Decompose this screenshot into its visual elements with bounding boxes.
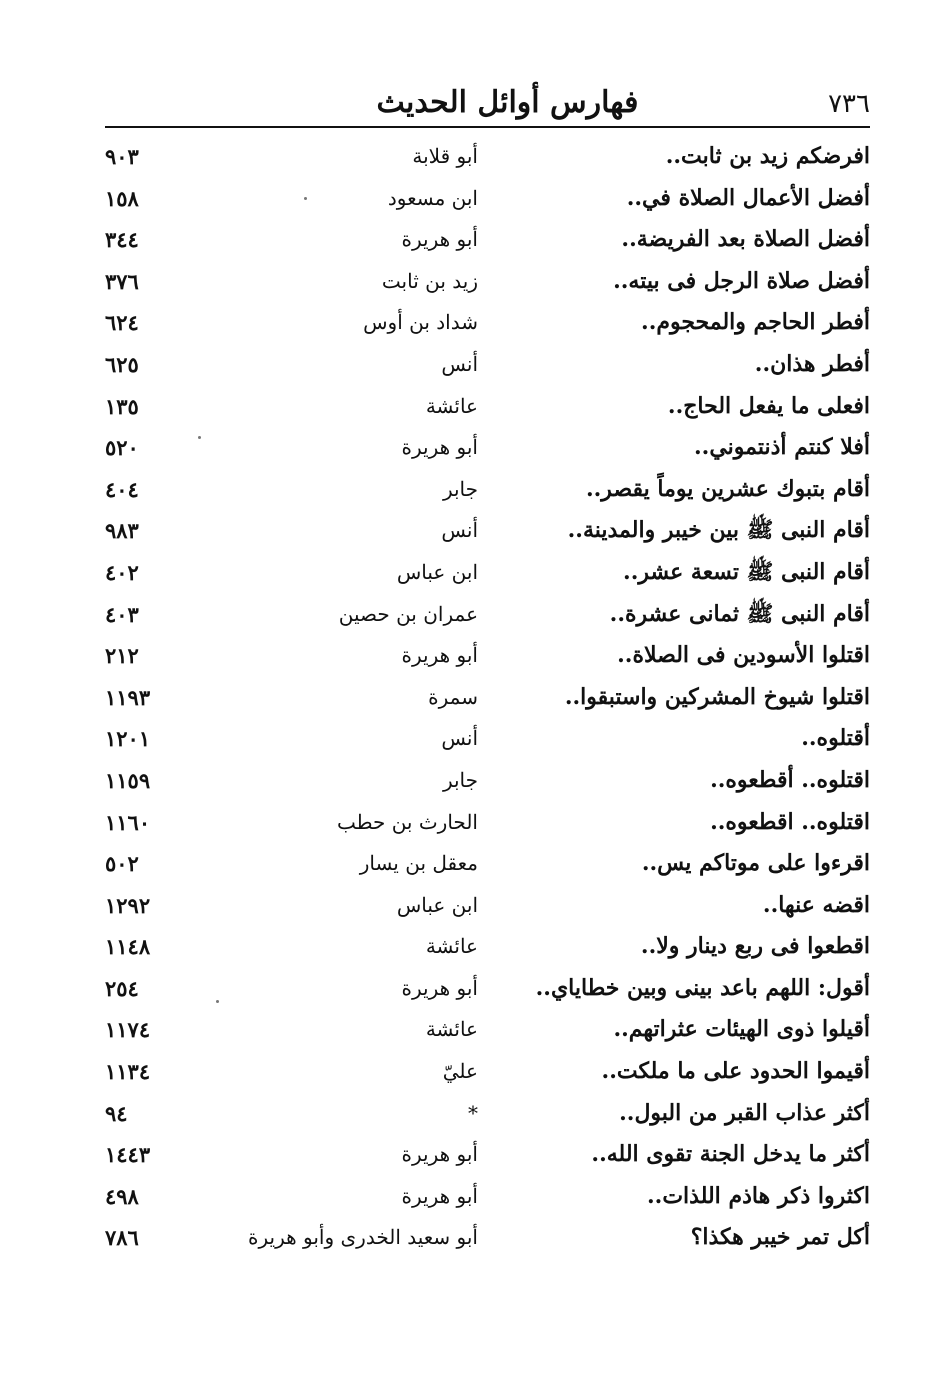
narrator-name: أبو سعيد الخدرى وأبو هريرة — [248, 1225, 478, 1250]
hadith-number: ١٥٨ — [105, 185, 139, 211]
narrator-name: أنس — [441, 518, 478, 543]
index-entry-row — [105, 1217, 870, 1259]
hadith-incipit: أقام النبى ﷺ ثمانى عشرة.. — [609, 600, 870, 627]
hadith-number: ٥٠٢ — [105, 851, 139, 877]
narrator-name: عائشة — [425, 393, 478, 418]
narrator-name: شداد بن أوس — [363, 310, 478, 335]
hadith-number: ١١٧٤ — [105, 1017, 151, 1043]
hadith-number: ١٢٩٢ — [105, 892, 151, 918]
narrator-name: أبو هريرة — [401, 643, 478, 668]
hadith-incipit: أكل تمر خيبر هكذا؟ — [690, 1224, 870, 1251]
index-entry-row — [105, 552, 870, 594]
hadith-incipit: أقام النبى ﷺ بين خيبر والمدينة.. — [567, 517, 870, 544]
index-entry-row — [105, 635, 870, 677]
hadith-incipit: أفضل الأعمال الصلاة في.. — [626, 184, 870, 211]
hadith-incipit: أفلا كنتم أذنتموني.. — [694, 434, 870, 461]
hadith-incipit: اكثروا ذكر هاذم اللذات.. — [647, 1182, 870, 1209]
narrator-name: جابر — [442, 476, 478, 501]
narrator-name: زيد بن ثابت — [381, 268, 478, 293]
hadith-number: ٤٠٤ — [105, 476, 139, 502]
index-entry-row — [105, 843, 870, 885]
hadith-incipit: اقطعوا فى ربع دينار ولا.. — [640, 933, 870, 960]
hadith-number: ١١٣٤ — [105, 1059, 151, 1085]
narrator-name: ابن عباس — [396, 892, 478, 917]
hadith-incipit: اقتلوه.. أقطعوه.. — [710, 766, 870, 793]
hadith-number: ١١٥٩ — [105, 767, 151, 793]
narrator-name: سمرة — [428, 684, 478, 709]
hadith-incipit: أقام بتبوك عشرين يوماً يقصر.. — [585, 475, 870, 502]
narrator-name: معقل بن يسار — [359, 851, 478, 876]
index-entry-row — [105, 760, 870, 802]
narrator-name: أبو هريرة — [401, 975, 478, 1000]
scan-speck — [304, 197, 307, 200]
page-title: فهارس أوائل الحديث — [376, 85, 639, 120]
index-entry-row — [105, 510, 870, 552]
hadith-number: ٣٤٤ — [105, 227, 139, 253]
hadith-number: ٧٨٦ — [105, 1225, 139, 1251]
hadith-number: ٤٠٣ — [105, 601, 139, 627]
hadith-incipit: أفطر هذان.. — [754, 350, 870, 377]
index-entry-row — [105, 677, 870, 719]
hadith-number: ٤٠٢ — [105, 559, 139, 585]
index-entry-row — [105, 926, 870, 968]
hadith-incipit: أقتلوه.. — [801, 725, 870, 752]
index-entry-row — [105, 594, 870, 636]
narrator-name: أبو هريرة — [401, 435, 478, 460]
hadith-incipit: اقضه عنها.. — [762, 891, 870, 918]
hadith-number: ١٣٥ — [105, 393, 139, 419]
index-entry-row — [105, 1051, 870, 1093]
hadith-number: ٤٩٨ — [105, 1183, 139, 1209]
hadith-incipit: أفضل الصلاة بعد الفريضة.. — [621, 226, 870, 253]
hadith-incipit: أقيموا الحدود على ما ملكت.. — [601, 1058, 870, 1085]
hadith-incipit: أقام النبى ﷺ تسعة عشر.. — [623, 558, 870, 585]
narrator-name: الحارث بن حطب — [336, 809, 478, 834]
narrator-name: أنس — [441, 726, 478, 751]
narrator-name: أبو هريرة — [401, 227, 478, 252]
hadith-incipit: أفطر الحاجم والمحجوم.. — [641, 309, 870, 336]
index-entry-row — [105, 261, 870, 303]
hadith-number: ١٤٤٣ — [105, 1142, 151, 1168]
narrator-name: عائشة — [425, 1017, 478, 1042]
index-entry-row — [105, 469, 870, 511]
hadith-number: ٩٠٣ — [105, 144, 139, 169]
hadith-number: ٩٤ — [105, 1100, 128, 1126]
narrator-name: ابن عباس — [396, 559, 478, 584]
index-entry-row — [105, 178, 870, 220]
page-header — [105, 82, 870, 124]
narrator-name: أنس — [441, 351, 478, 376]
index-entry-row — [105, 1176, 870, 1218]
hadith-incipit: افعلى ما يفعل الحاج.. — [667, 392, 870, 419]
narrator-name: جابر — [442, 767, 478, 792]
index-entry-row — [105, 802, 870, 844]
index-entry-row — [105, 718, 870, 760]
hadith-number: ٣٧٦ — [105, 268, 139, 294]
hadith-number: ٩٨٣ — [105, 518, 139, 544]
index-entry-row — [105, 427, 870, 469]
hadith-number: ٦٢٥ — [105, 351, 139, 377]
hadith-number: ٢١٢ — [105, 643, 139, 669]
hadith-incipit: اقتلوا الأسودين فى الصلاة.. — [617, 642, 870, 669]
index-entry-row — [105, 1134, 870, 1176]
narrator-name: عمران بن حصين — [338, 601, 478, 626]
hadith-incipit: اقتلوا شيوخ المشركين واستبقوا.. — [564, 683, 870, 710]
narrator-name: أبو هريرة — [401, 1183, 478, 1208]
hadith-number: ١١٦٠ — [105, 809, 151, 835]
narrator-name: أبو قلابة — [412, 144, 478, 168]
hadith-number: ١١٤٨ — [105, 934, 151, 960]
hadith-incipit: افرضكم زيد بن ثابت.. — [665, 143, 870, 169]
scan-speck — [216, 1000, 219, 1003]
hadith-number: ٥٢٠ — [105, 435, 139, 461]
narrator-name: عليّ — [442, 1059, 478, 1084]
index-entry-row — [105, 344, 870, 386]
index-entry-row — [105, 885, 870, 927]
index-entry-row — [105, 1009, 870, 1051]
hadith-index-list — [105, 136, 870, 1259]
index-entry-row — [105, 386, 870, 428]
narrator-name: عائشة — [425, 934, 478, 959]
header-divider — [105, 126, 870, 128]
hadith-incipit: اقتلوه.. اقطعوه.. — [710, 808, 870, 835]
hadith-number: ١١٩٣ — [105, 684, 151, 710]
index-entry-row — [105, 1093, 870, 1135]
index-entry-row — [105, 968, 870, 1010]
hadith-number: ١٢٠١ — [105, 726, 151, 752]
scan-speck — [198, 436, 201, 439]
hadith-number: ٦٢٤ — [105, 310, 139, 336]
hadith-incipit: أكثر ما يدخل الجنة تقوى الله.. — [591, 1141, 870, 1168]
hadith-incipit: أقيلوا ذوى الهيئات عثراتهم.. — [613, 1016, 870, 1043]
narrator-name: أبو هريرة — [401, 1142, 478, 1167]
hadith-incipit: أفضل صلاة الرجل فى بيته.. — [613, 267, 870, 294]
narrator-name: * — [468, 1100, 478, 1125]
hadith-incipit: اقرءوا على موتاكم يس.. — [641, 850, 870, 877]
hadith-number: ٢٥٤ — [105, 975, 139, 1001]
index-entry-row — [105, 136, 870, 178]
hadith-incipit: أكثر عذاب القبر من البول.. — [619, 1099, 870, 1126]
index-entry-row — [105, 302, 870, 344]
narrator-name: ابن مسعود — [387, 185, 478, 210]
index-entry-row — [105, 219, 870, 261]
hadith-incipit: أقول: اللهم باعد بينى وبين خطاياي.. — [535, 974, 870, 1001]
page-number: ٧٣٦ — [828, 89, 870, 119]
